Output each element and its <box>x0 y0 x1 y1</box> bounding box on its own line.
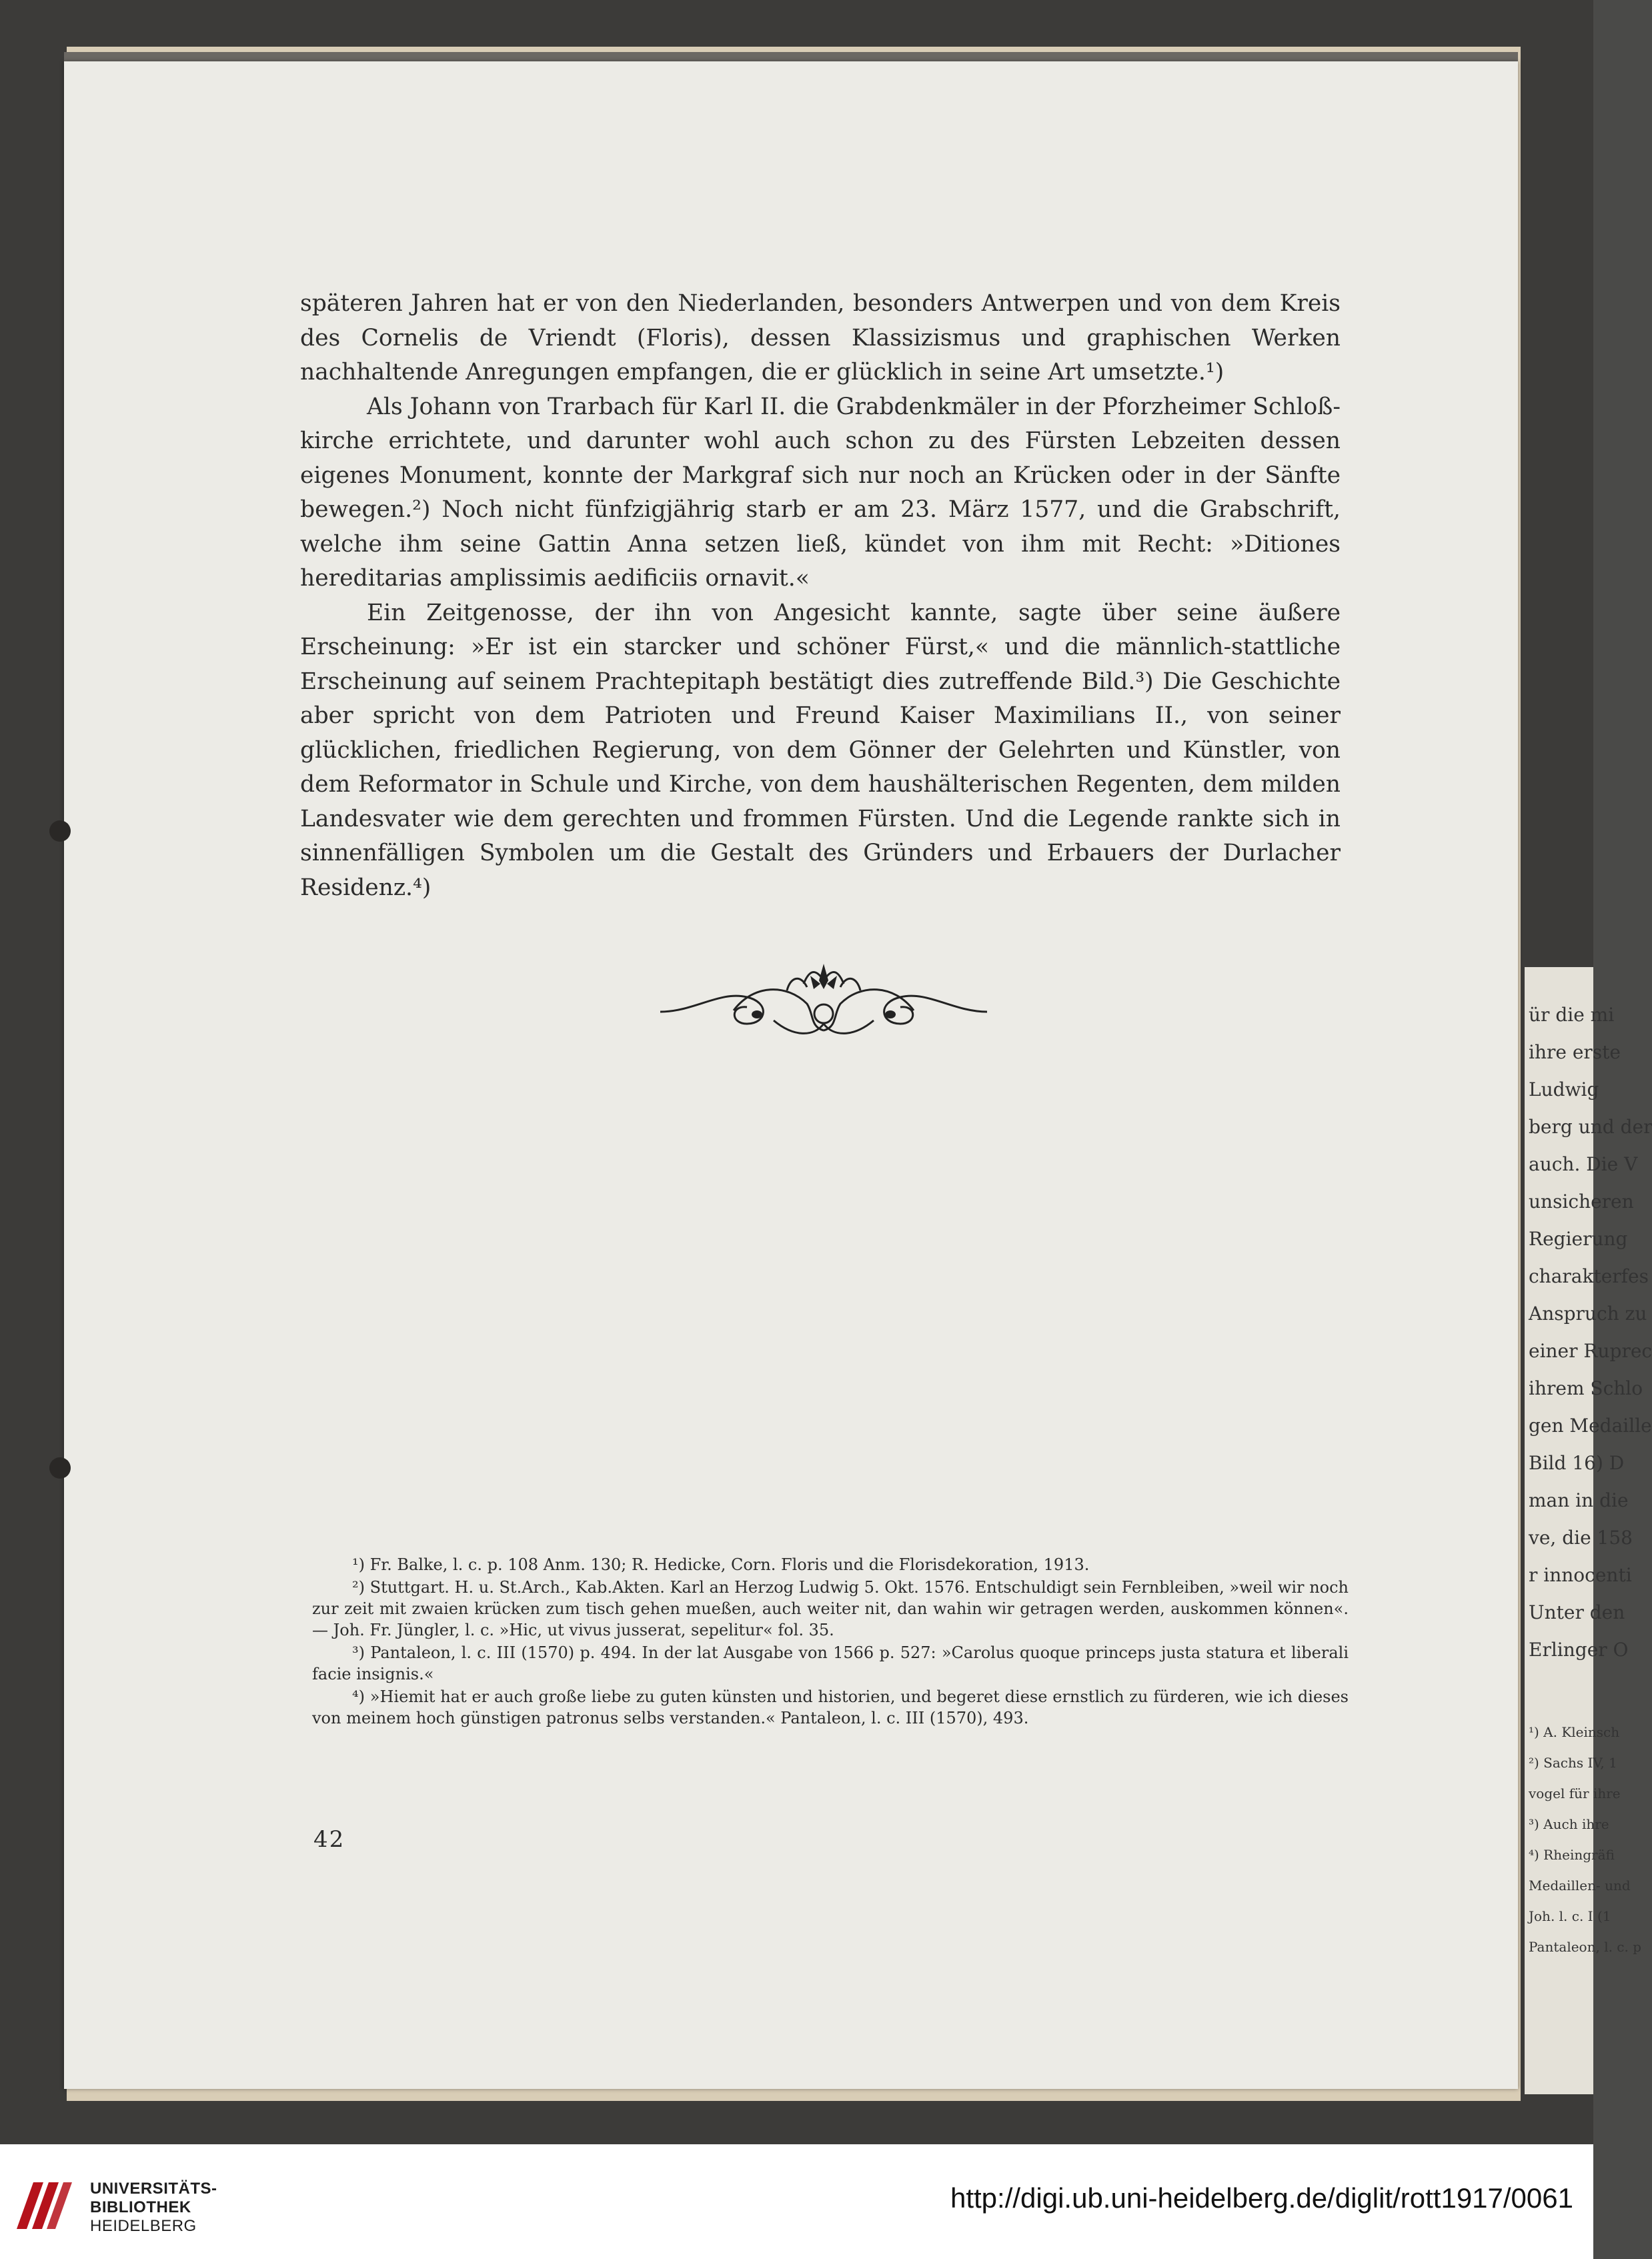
next-page-line: Erlinger O <box>1529 1639 1629 1661</box>
page-number: 42 <box>313 1826 345 1853</box>
next-page-line: charakterfes <box>1529 1265 1649 1287</box>
decorative-ornament-icon <box>654 957 994 1044</box>
next-page-line: Regierung <box>1529 1228 1628 1250</box>
next-page-line: man in die <box>1529 1489 1629 1511</box>
punch-hole <box>49 1457 71 1479</box>
next-page-line: gen Medaille <box>1529 1415 1652 1437</box>
next-page-strip <box>1525 967 1652 2094</box>
logo-text-line2: BIBLIOTHEK <box>90 2198 191 2216</box>
next-page-line: Anspruch zu <box>1529 1303 1647 1325</box>
next-page-footnote-line: ⁴) Rheingräfi <box>1529 1847 1615 1863</box>
next-page-footnote-line: Joh. l. c. I (1 <box>1529 1908 1611 1924</box>
next-page-line: ihrem Schlo <box>1529 1377 1643 1399</box>
next-page-footnote-line: Medaillen- und <box>1529 1877 1631 1894</box>
paragraph: Ein Zeitgenosse, der ihn von Angesicht kannte, sagte über seine äußere Erscheinung: »Er ist ein starcker und schöner Fürst,« und die männlich-stattliche Erscheinung auf seinem Prachtepitaph bestätigt dies zutreffende Bild.³) Die Geschichte aber spricht von dem Patrioten und Freund Kaiser Maximilians II., von seiner glücklichen, friedlichen Regierung, von dem Gönner der Gelehrten und Künstler, von dem Reformator in Schule und Kirche, von dem haushälterischen Regenten, dem milden Landesvater wie dem gerechten und frommen Fürsten. Und die Legende rankte sich in sinnenfälligen Symbolen um die Gestalt des Gründers und Erbauers der Durlacher Residenz.⁴) <box>300 599 1341 901</box>
next-page-footnote-line: ²) Sachs IV, 1 <box>1529 1755 1617 1771</box>
footnotes <box>312 1554 1349 1730</box>
paragraph: Als Johann von Trarbach für Karl II. die Grabdenkmäler in der Pforzheimer Schloß-kirche errichtete, und darunter wohl auch schon zu des Fürsten Lebzeiten dessen eigenes Monument, konnte der Markgraf sich nur noch an Krücken oder in der Sänfte bewegen.²) Noch nicht fünfzigjährig starb er am 23. März 1577, und die Grabschrift, welche ihm seine Gattin Anna setzen ließ, kündet von ihm mit Recht: »Ditiones hereditarias amplissimis aedificiis ornavit.« <box>300 393 1341 592</box>
source-url-link[interactable]: http://digi.ub.uni-heidelberg.de/diglit/rott1917/0061 <box>950 2182 1573 2214</box>
punch-hole <box>49 820 71 842</box>
next-page-line: r innocenti <box>1529 1564 1632 1586</box>
paragraph: späteren Jahren hat er von den Niederlanden, besonders Antwerpen und von dem Kreis des Cornelis de Vriendt (Floris), dessen Klassizismus und graphischen Werken nachhaltende Anregungen empfangen, die er glücklich in seine Art umsetzte.¹) <box>300 290 1341 386</box>
next-page-footnote-line: vogel für ihre <box>1529 1785 1621 1801</box>
next-page-line: Ludwig <box>1529 1078 1599 1100</box>
university-library-logo-icon <box>13 2176 73 2236</box>
next-page-line: auch. Die V <box>1529 1153 1638 1175</box>
next-page-line: einer Ruprec <box>1529 1340 1652 1362</box>
logo-text-line3: HEIDELBERG <box>90 2217 197 2235</box>
next-page-footnote-line: ³) Auch ihre <box>1529 1816 1609 1832</box>
logo-text-line1: UNIVERSITÄTS- <box>90 2180 217 2198</box>
next-page-line: ve, die 158 <box>1529 1527 1633 1549</box>
footnote: ¹) Fr. Balke, l. c. p. 108 Anm. 130; R. Hedicke, Corn. Floris und die Florisdekoration, 1913. <box>352 1555 1090 1574</box>
next-page-line: Bild 16) D <box>1529 1452 1625 1474</box>
next-page-line: Unter den <box>1529 1601 1625 1623</box>
next-page-line: unsicheren <box>1529 1191 1634 1213</box>
body-text <box>300 287 1341 905</box>
footnote: ²) Stuttgart. H. u. St.Arch., Kab.Akten. Karl an Herzog Ludwig 5. Okt. 1576. Entschuldigt sein Fernbleiben, »weil wir noch zur zeit mit zwaien krücken zum tisch gehen mueßen, auch weiter nit, dan wahin wir getragen werden, auskommen können«. — Joh. Fr. Jüngler, l. c. »Hic, ut vivus jusserat, sepelitur« fol. 35. <box>312 1578 1349 1639</box>
next-page-footnote-line: ¹) A. Kleinsch <box>1529 1724 1620 1740</box>
next-page-line: ür die mi <box>1529 1004 1615 1026</box>
footnote: ³) Pantaleon, l. c. III (1570) p. 494. In der lat Ausgabe von 1566 p. 527: »Carolus quoque princeps justa statura et liberali facie insignis.« <box>312 1643 1349 1683</box>
next-page-line: berg und der <box>1529 1116 1652 1138</box>
next-page-footnote-line: Pantaleon, l. c. p <box>1529 1939 1642 1955</box>
footnote: ⁴) »Hiemit hat er auch große liebe zu guten künsten und historien, und begeret diese ernstlich zu fürderen, wie ich dieses von meinem hoch günstigen patronus selbs verstanden.« Pantaleon, l. c. III (1570), 493. <box>312 1687 1349 1727</box>
next-page-line: ihre erste <box>1529 1041 1621 1063</box>
